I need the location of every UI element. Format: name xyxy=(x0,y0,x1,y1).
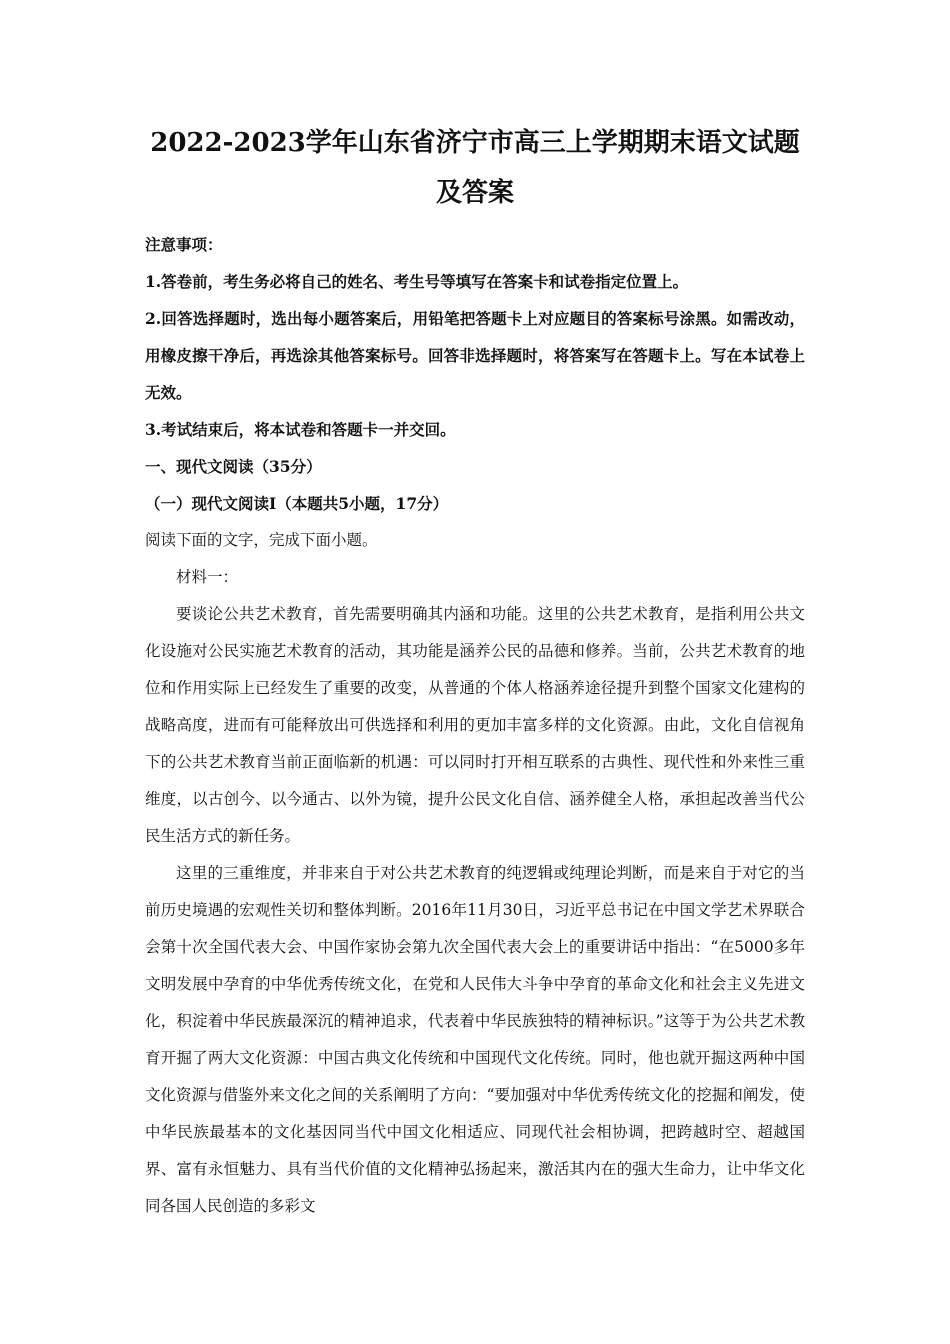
notice-item-1: 1.答卷前，考生务必将自己的姓名、考生号等填写在答案卡和试卷指定位置上。 xyxy=(145,272,689,291)
section-heading: 一、现代文阅读（35分） xyxy=(145,457,322,476)
body-paragraph-1: 要谈论公共艺术教育，首先需要明确其内涵和功能。这里的公共艺术教育，是指利用公共文化设施对公民实施艺术教育的活动，其功能是涵养公民的品德和修养。当前，公共艺术教育的地位和作用实际上已经发生了重要的改变，从普通的个体人格涵养途径提升到整个国家文化建构的战略高度，进而有可能释放出可供选择和利用的更加丰富多样的文化资源。由此，文化自信视角下的公共艺术教育当前正面临新的机遇：可以同时打开相互联系的古典性、现代性和外来性三重维度，以古创今、以今通古、以外为镜，提升公民文化自信、涵养健全人格，承担起改善当代公民生活方式的新任务。 xyxy=(145,605,805,845)
notice-heading: 注意事项： xyxy=(145,235,223,254)
notice-item-3: 3.考试结束后，将本试卷和答题卡一并交回。 xyxy=(145,420,456,439)
document-page xyxy=(145,118,805,1225)
notice-item-2: 2.回答选择题时，选出每小题答案后，用铅笔把答题卡上对应题目的答案标号涂黑。如需改动，用橡皮擦干净后，再选涂其他答案标号。回答非选择题时，将答案写在答题卡上。写在本试卷上无效。 xyxy=(145,309,805,402)
document-title: 2022-2023学年山东省济宁市高三上学期期末语文试题及答案 xyxy=(150,128,800,208)
body-paragraph-2: 这里的三重维度，并非来自于对公共艺术教育的纯逻辑或纯理论判断，而是来自于对它的当前历史境遇的宏观性关切和整体判断。2016年11月30日，习近平总书记在中国文学艺术界联合会第十次全国代表大会、中国作家协会第九次全国代表大会上的重要讲话中指出：“在5000多年文明发展中孕育的中华优秀传统文化，在党和人民伟大斗争中孕育的革命文化和社会主义先进文化，积淀着中华民族最深沉的精神追求，代表着中华民族独特的精神标识。”这等于为公共艺术教育开掘了两大文化资源：中国古典文化传统和中国现代文化传统。同时，他也就开掘这两种中国文化资源与借鉴外来文化之间的关系阐明了方向：“要加强对中华优秀传统文化的挖掘和阐发，使中华民族最基本的文化基因同当代中国文化相适应、同现代社会相协调，把跨越时空、超越国界、富有永恒魅力、具有当代价值的文化精神弘扬起来，激活其内在的强大生命力，让中华文化同各国人民创造的多彩文 xyxy=(145,864,805,1215)
material-label: 材料一： xyxy=(176,568,239,586)
reading-instruction: 阅读下面的文字，完成下面小题。 xyxy=(145,531,378,549)
subsection-heading: （一）现代文阅读Ⅰ（本题共5小题，17分） xyxy=(145,494,449,513)
